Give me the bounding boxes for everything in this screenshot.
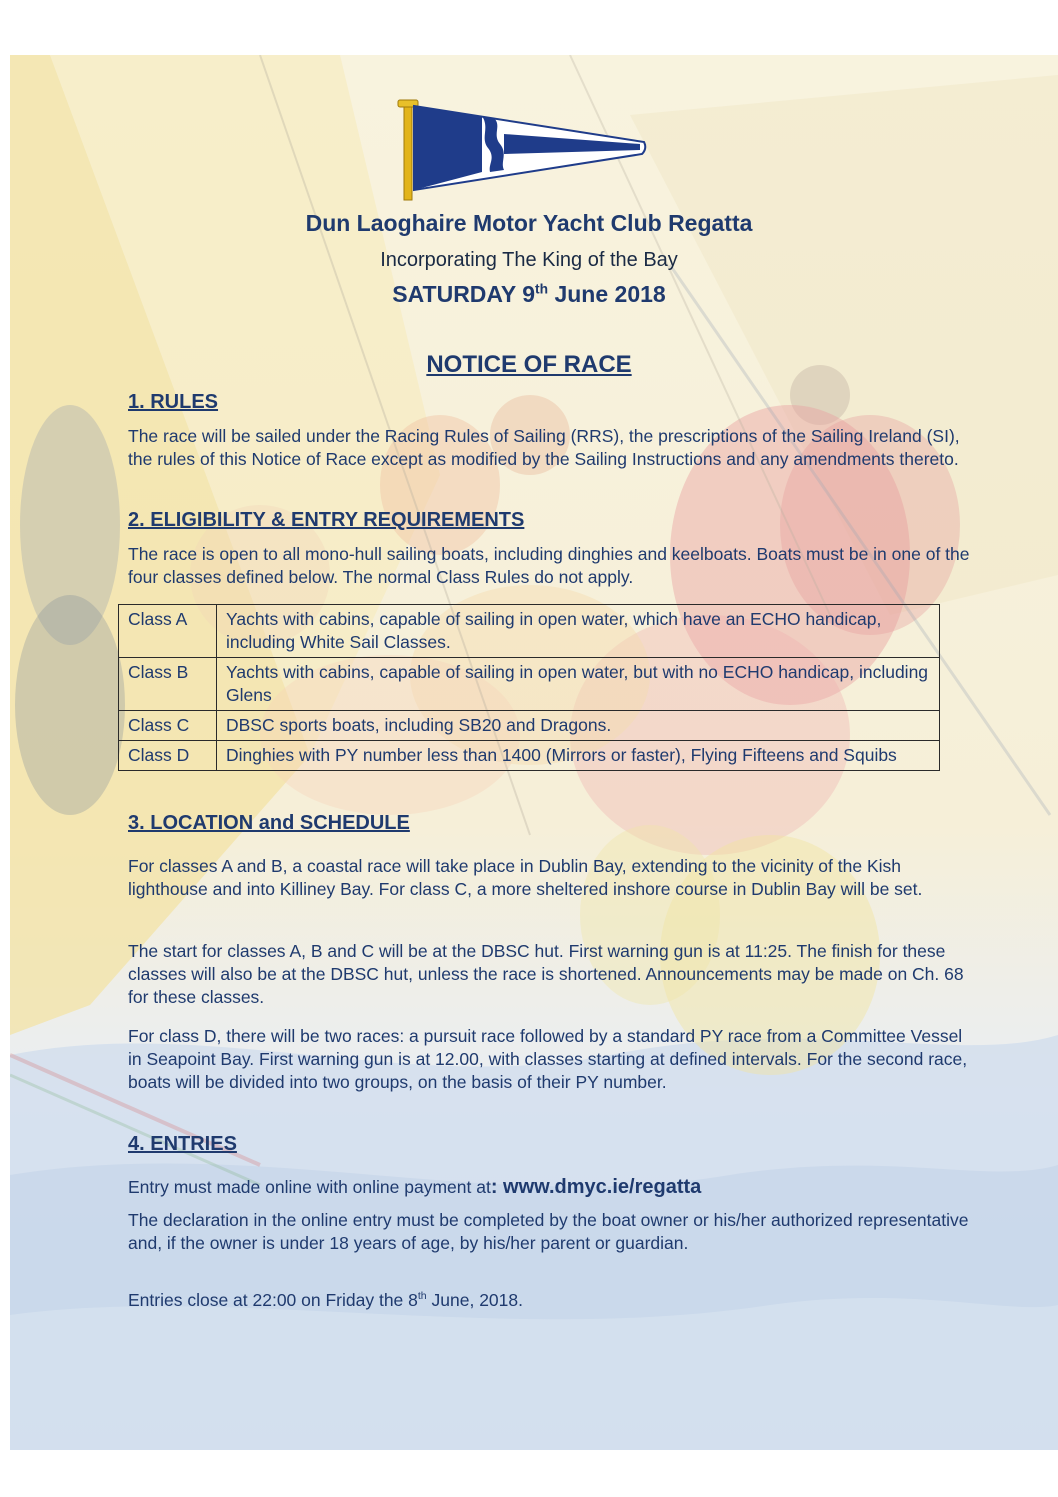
location-paragraph-2: The start for classes A, B and C will be at the DBSC hut. First warning gun is at 11:25. The finish for these classes will also be at the DBSC hut, unless the race is shortened. Announcements may be made on Ch. 68 for these classes. bbox=[128, 941, 964, 1007]
event-date bbox=[0, 281, 1058, 308]
date-superscript: th bbox=[535, 281, 549, 297]
table-row bbox=[119, 711, 940, 741]
entries-paragraph-1 bbox=[128, 1176, 978, 1199]
entries-close-suffix: June, 2018. bbox=[426, 1289, 523, 1310]
burgee-flag-icon bbox=[394, 98, 650, 202]
class-desc: Dinghies with PY number less than 1400 (Mirrors or faster), Flying Fifteens and Squibs bbox=[217, 741, 940, 771]
classes-table bbox=[118, 604, 940, 771]
class-name: Class C bbox=[119, 711, 217, 741]
club-title: Dun Laoghaire Motor Yacht Club Regatta bbox=[305, 210, 753, 236]
entries-close-prefix: Entries close at 22:00 on Friday the 8 bbox=[128, 1289, 418, 1310]
date-suffix: June 2018 bbox=[548, 281, 666, 307]
class-desc: Yachts with cabins, capable of sailing in open water, which have an ECHO handicap, including White Sail Classes. bbox=[217, 605, 940, 658]
rules-heading: 1. RULES bbox=[128, 391, 219, 413]
eligibility-text: The race is open to all mono-hull sailing boats, including dinghies and keelboats. Boats must be in one of the four classes defined below. The normal Class Rules do not apply. bbox=[128, 544, 970, 587]
entries-online-text: Entry must made online with online payment at bbox=[128, 1177, 491, 1197]
table-row bbox=[119, 658, 940, 711]
entries-close-superscript: th bbox=[417, 1290, 427, 1302]
location-heading: 3. LOCATION and SCHEDULE bbox=[128, 812, 410, 834]
class-name: Class B bbox=[119, 658, 217, 711]
class-name: Class A bbox=[119, 605, 217, 658]
date-prefix: SATURDAY 9 bbox=[392, 281, 536, 307]
entries-paragraph-3 bbox=[128, 1285, 978, 1312]
notice-title: NOTICE OF RACE bbox=[426, 351, 632, 378]
regatta-url-link[interactable]: : www.dmyc.ie/regatta bbox=[490, 1176, 702, 1198]
eligibility-heading: 2. ELIGIBILITY & ENTRY REQUIREMENTS bbox=[128, 509, 525, 531]
entries-heading: 4. ENTRIES bbox=[128, 1133, 237, 1155]
subtitle: Incorporating The King of the Bay bbox=[380, 249, 678, 271]
location-paragraph-3: For class D, there will be two races: a pursuit race followed by a standard PY race from a Committee Vessel in Seapoint Bay. First warning gun is at 12.00, with classes starting at defined intervals. For the second race, boats will be divided into two groups, on the basis of their PY number. bbox=[128, 1026, 968, 1092]
entries-paragraph-2: The declaration in the online entry must be completed by the boat owner or his/her authorized representative and, if the owner is under 18 years of age, by his/her parent or guardian. bbox=[128, 1210, 969, 1253]
class-name: Class D bbox=[119, 741, 217, 771]
class-desc: DBSC sports boats, including SB20 and Dragons. bbox=[217, 711, 940, 741]
table-row bbox=[119, 741, 940, 771]
class-desc: Yachts with cabins, capable of sailing in open water, but with no ECHO handicap, including Glens bbox=[217, 658, 940, 711]
rules-text: The race will be sailed under the Racing Rules of Sailing (RRS), the prescriptions of the Sailing Ireland (SI), the rules of this Notice of Race except as modified by the Sailing Instructions and any amendments thereto. bbox=[128, 426, 960, 469]
table-row bbox=[119, 605, 940, 658]
location-paragraph-1: For classes A and B, a coastal race will take place in Dublin Bay, extending to the vicinity of the Kish lighthouse and into Killiney Bay. For class C, a more sheltered inshore course in Dublin Bay will be set. bbox=[128, 856, 923, 899]
